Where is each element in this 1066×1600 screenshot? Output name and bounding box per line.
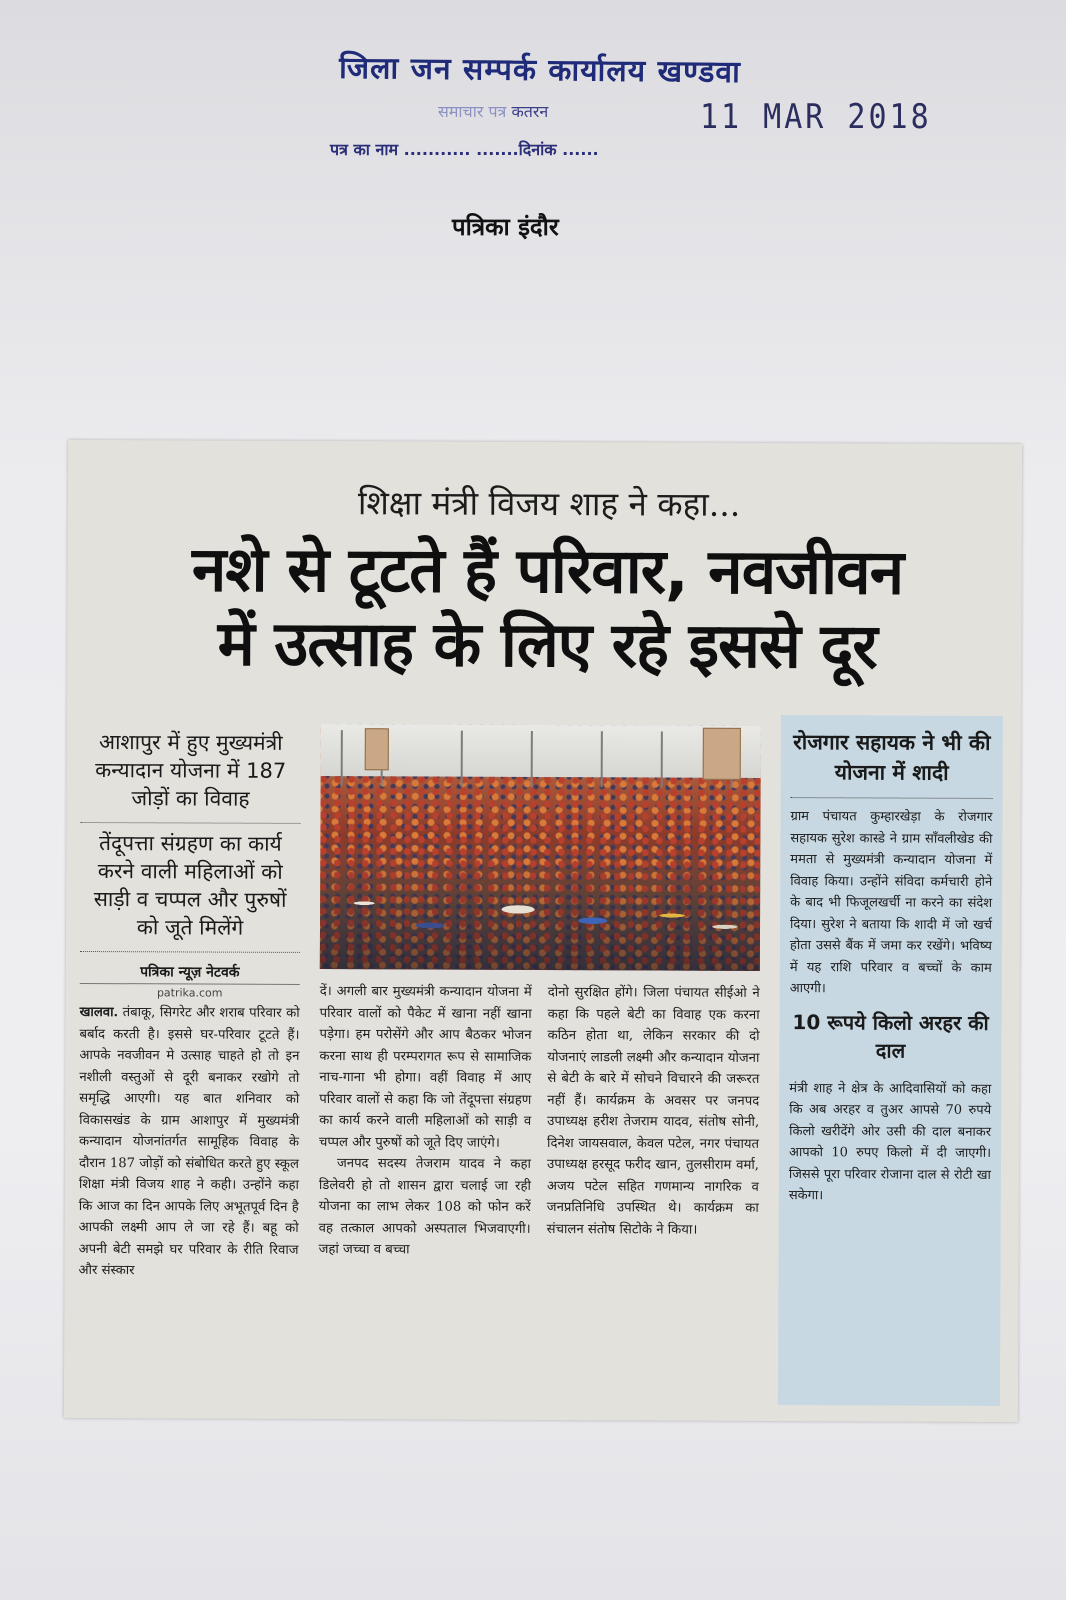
sidebar-subtitle: 10 रूपये किलो अरहर की दाल <box>792 1009 989 1063</box>
article-kicker: शिक्षा मंत्री विजय शाह ने कहा... <box>357 483 741 524</box>
article-column-3 <box>547 982 760 1241</box>
article-headline <box>107 532 988 684</box>
headline-line-2: में उत्साह के लिए रहे इससे दूर <box>217 606 877 683</box>
dateline: खालवा. <box>79 1004 119 1021</box>
sidebar-title: रोजगार सहायक ने भी की योजना में शादी <box>791 715 993 799</box>
stamp-category-label: समाचार पत्र <box>438 102 507 121</box>
article-column-2 <box>319 981 532 1261</box>
deck-column <box>80 722 301 1000</box>
article-column-1 <box>78 1002 299 1282</box>
column-1-text: तंबाकू, सिगरेट और शराब परिवार को बर्बाद करती है। इससे घर-परिवार टूटते हैं। आपके नवजीवन मे उत्साह चाहते हो तो इन नशीली वस्तुओं से दूरी बनाकर रखोगे तो समृद्धि आएगी। यह बात शनिवार को विकासखंड के ग्राम आशापुर में मुख्यमंत्री कन्यादान योजनांतर्गत सामूहिक विवाह के दौरान 187 जोड़ों को संबोधित करते हुए स्कूल शिक्षा मंत्री विजय शाह ने कही। उन्होंने कहा कि आज का दिन आपके लिए अभूतपूर्व दिन है आपकी लक्ष्मी आप ले जा रहे हैं। बहू को अपनी बेटी समझे घर परिवार के रीति रिवाज और संस्कार <box>78 1005 300 1279</box>
stamp-office-name: जिला जन सम्पर्क कार्यालय खण्डवा <box>338 50 742 91</box>
sidebar-para-2: मंत्री शाह ने क्षेत्र के आदिवासियों को कहा कि अब अरहर व तुअर आपसे 70 रुपये किलो खरीदेंगे ओर उसी की दाल बनाकर आपको 10 रुपए किलो में दी जाएगी। जिससे पूरा परिवार रोजाना दाल से रोटी खा सकेगा। <box>788 1080 992 1204</box>
column-2-para-1: दें। अगली बार मुख्यमंत्री कन्यादान योजना में परिवार वालों को पैकेट में खाना नहीं खाना पड़ेगा। हम परोसेंगे और आप बैठकर भोजन करना साथ ही परम्परागत रूप से सामाजिक नाच-गाना भी होगा। वहीं विवाह में आए परिवार वालों से कहा कि जो तेंदूपत्ता संग्रहण का कार्य करने वाली महिलाओं को साड़ी व चप्पल और पुरुषों को जूते दिए जाएंगे। <box>319 984 532 1151</box>
stamp-paper-date-line: पत्र का नाम ........... .......दिनांक ...... <box>330 140 599 159</box>
stamp-date: 11 MAR 2018 <box>700 97 932 138</box>
newspaper-source: पत्रिका इंदौर <box>452 213 559 241</box>
column-3-text: दोनो सुरक्षित होंगे। जिला पंचायत सीईओ ने कहा कि पहले बेटी का विवाह एक करना कठिन होता था, लेकिन सरकार की दो योजनाएं लाडली लक्ष्मी और कन्यादान योजना से बेटी के बारे में सोचने विचारने की जरूरत नहीं हैं। कार्यक्रम के अवसर पर जनपद उपाध्यक्ष हरीश तेजराम यादव, संतोष सोनी, दिनेश जायसवाल, केवल पटेल, नगर पंचायत उपाध्यक्ष हरसूद फरीद खान, तुलसीराम वर्मा, अजय पटेल सहित गणमान्य नागरिक व जनप्रतिनिधि उपस्थित थे। कार्यक्रम का संचालन संतोष सिटोके ने किया। <box>546 985 760 1238</box>
sidebar-para-1: ग्राम पंचायत कुम्हारखेड़ा के रोजगार सहायक सुरेश कास्डे ने ग्राम साँवलीखेड की ममता से मुख्यमंत्री कन्यादान योजना में विवाह किया। उन्होंने संविदा कर्मचारी होने के बाद भी फिजूलखर्ची ना करने का संदेश दिया। सुरेश ने बताया कि शादी में जो खर्च होता उससे बैंक में जमा कर रखेंगे। भविष्य में यह राशि परिवार व बच्चों के काम आएगी। <box>789 809 993 997</box>
photo-banner-right <box>703 728 741 780</box>
sidebar-text-2 <box>789 1078 992 1208</box>
column-2-para-2: जनपद सदस्य तेजराम यादव ने कहा डिलेवरी हो तो शासन द्वारा चलाई जा रही योजना का लाभ लेकर 108 को फोन करें वह तत्काल आपको अस्पताल भिजवाएगी। जहां जच्चा व बच्चा <box>318 1156 532 1258</box>
crowd-photo <box>320 724 761 971</box>
photo-foreground-people <box>320 859 760 971</box>
newspaper-clipping <box>64 440 1022 1422</box>
byline: पत्रिका न्यूज़ नेटवर्क <box>80 962 300 985</box>
sidebar-text-1 <box>790 806 993 1000</box>
stamp-category <box>438 100 548 122</box>
sidebar-box <box>778 715 1003 1406</box>
photo-banner-left <box>365 728 389 770</box>
stamp-category-value: कतरन <box>511 102 549 121</box>
deck-1: आशापुर में हुए मुख्यमंत्री कन्यादान योजना में 187 जोड़ों का विवाह <box>80 722 300 824</box>
deck-2: तेंदूपत्ता संग्रहण का कार्य करने वाली महिलाओं को साड़ी व चप्पल और पुरुषों को जूते मिलेंगे <box>80 823 301 953</box>
headline-line-1: नशे से टूटते हैं परिवार, नवजीवन <box>191 532 904 609</box>
byline-site: patrika.com <box>156 986 223 1000</box>
